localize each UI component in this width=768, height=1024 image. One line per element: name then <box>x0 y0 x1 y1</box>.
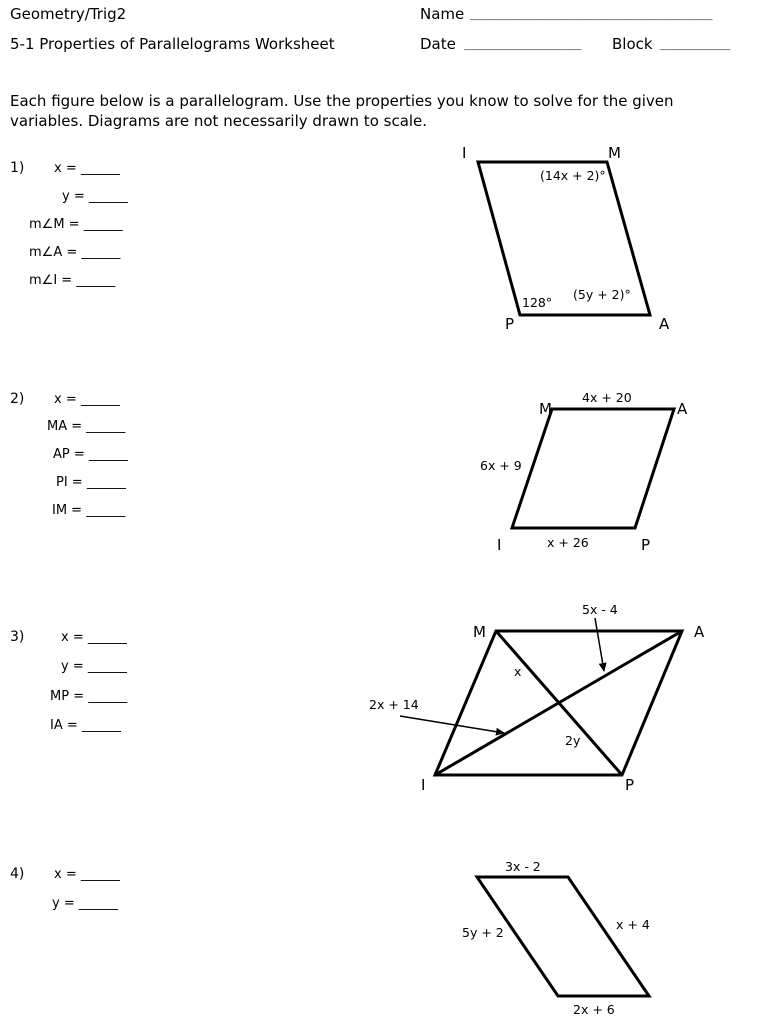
answer-blank[interactable]: y = ______ <box>61 659 127 674</box>
angle-p-label: 128° <box>522 295 553 310</box>
answer-blank[interactable]: IM = ______ <box>52 503 126 518</box>
answer-blank[interactable]: AP = ______ <box>53 447 128 462</box>
answer-blank[interactable]: x = ______ <box>54 867 120 882</box>
answer-blank[interactable]: y = ______ <box>62 189 128 204</box>
segment-label-x: x <box>514 664 522 679</box>
vertex-label-i: I <box>421 776 426 794</box>
answer-blank[interactable]: MP = ______ <box>50 689 128 704</box>
vertex-label-a: A <box>677 400 688 418</box>
side-label-top: 4x + 20 <box>582 390 632 405</box>
answer-blank[interactable]: MA = ______ <box>47 419 126 434</box>
figure-3-parallelogram <box>369 602 705 794</box>
problem-number: 4) <box>10 866 25 882</box>
problem-number: 1) <box>10 160 25 176</box>
block-blank[interactable]: _________ <box>660 36 731 51</box>
date-label: Date <box>420 35 456 53</box>
answer-blank[interactable]: x = ______ <box>54 161 120 176</box>
arrow-to-segment-a <box>595 618 604 671</box>
course-title: Geometry/Trig2 <box>10 5 127 23</box>
side-label-bottom: 2x + 6 <box>573 1002 615 1017</box>
segment-label-2x-14: 2x + 14 <box>369 697 419 712</box>
side-label-left: 6x + 9 <box>480 458 522 473</box>
side-label-top: 3x - 2 <box>505 859 541 874</box>
vertex-label-m: M <box>608 144 621 162</box>
vertex-label-i: I <box>497 536 502 554</box>
angle-a-label: (5y + 2)° <box>573 287 631 302</box>
answer-blank[interactable]: m∠A = ______ <box>29 245 121 260</box>
vertex-label-p: P <box>505 315 515 333</box>
answer-blank[interactable]: m∠I = ______ <box>29 273 116 288</box>
problem-number: 2) <box>10 391 25 407</box>
figure-1-parallelogram <box>462 144 670 333</box>
segment-label-5x-4: 5x - 4 <box>582 602 618 617</box>
side-label-bottom: x + 26 <box>547 535 589 550</box>
vertex-label-m: M <box>473 623 486 641</box>
vertex-label-m: M <box>539 400 552 418</box>
name-blank[interactable]: _______________________________ <box>470 6 713 21</box>
diagonal-ai <box>435 631 682 775</box>
date-blank[interactable]: _______________ <box>464 36 582 51</box>
answer-blank[interactable]: x = ______ <box>54 392 120 407</box>
answer-blank[interactable]: PI = ______ <box>56 475 126 490</box>
vertex-label-p: P <box>641 536 651 554</box>
name-label: Name <box>420 5 465 23</box>
figure-4-parallelogram <box>462 859 650 1017</box>
instructions-line-1: Each figure below is a parallelogram. Use the properties you know to solve for the given <box>10 92 674 110</box>
side-label-left: 5y + 2 <box>462 925 504 940</box>
parallelogram-outline <box>512 409 674 528</box>
answer-blank[interactable]: y = ______ <box>52 896 118 911</box>
segment-label-2y: 2y <box>565 733 581 748</box>
arrow-to-segment-i <box>400 716 504 733</box>
answer-blank[interactable]: IA = ______ <box>50 718 121 733</box>
vertex-label-i: I <box>462 144 467 162</box>
side-label-right: x + 4 <box>616 917 650 932</box>
figure-2-parallelogram <box>480 390 688 554</box>
answer-blank[interactable]: x = ______ <box>61 630 127 645</box>
answer-blank[interactable]: m∠M = ______ <box>29 217 123 232</box>
angle-m-label: (14x + 2)° <box>540 168 606 183</box>
vertex-label-a: A <box>659 315 670 333</box>
vertex-label-a: A <box>694 623 705 641</box>
problem-number: 3) <box>10 629 25 645</box>
block-label: Block <box>612 35 653 53</box>
vertex-label-p: P <box>625 776 635 794</box>
instructions-line-2: variables. Diagrams are not necessarily drawn to scale. <box>10 112 428 130</box>
worksheet-title: 5-1 Properties of Parallelograms Worksheet <box>10 35 335 53</box>
